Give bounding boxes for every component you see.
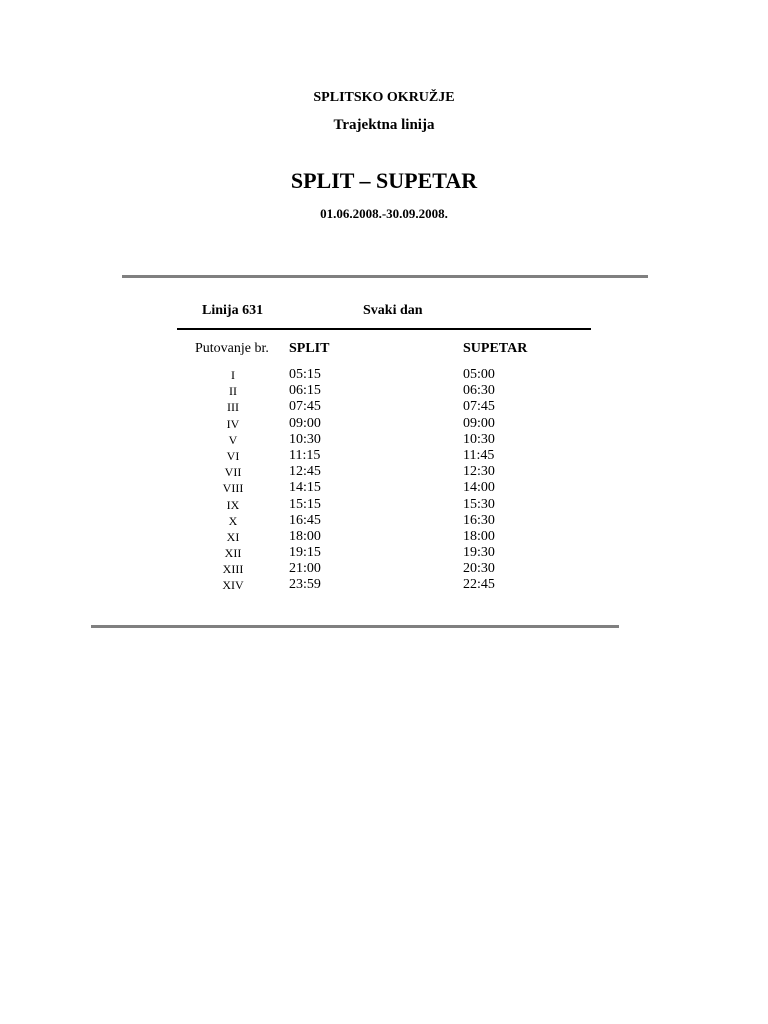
validity-period: 01.06.2008.-30.09.2008. bbox=[320, 206, 448, 221]
table-row bbox=[0, 448, 768, 464]
supetar-departure: 05:00 bbox=[463, 367, 495, 382]
region-title: SPLITSKO OKRUŽJE bbox=[313, 90, 455, 105]
supetar-departure: 12:30 bbox=[463, 464, 495, 480]
table-row bbox=[0, 383, 768, 399]
table-row bbox=[0, 432, 768, 448]
trip-number: XIII bbox=[222, 562, 244, 577]
trip-number: II bbox=[229, 384, 237, 399]
supetar-departure: 06:30 bbox=[463, 383, 495, 399]
supetar-departure: 19:30 bbox=[463, 545, 495, 561]
supetar-departure: 16:30 bbox=[463, 512, 495, 528]
table-row bbox=[0, 497, 768, 513]
bottom-divider bbox=[91, 625, 619, 628]
supetar-departure: 20:30 bbox=[463, 561, 495, 577]
operating-days: Svaki dan bbox=[363, 303, 423, 318]
supetar-departure: 07:45 bbox=[463, 399, 495, 415]
split-departure: 05:15 bbox=[289, 367, 321, 382]
supetar-departure: 18:00 bbox=[463, 528, 495, 544]
split-departure: 15:15 bbox=[289, 496, 321, 512]
split-departure: 10:30 bbox=[289, 431, 321, 447]
split-departure: 23:59 bbox=[289, 577, 321, 593]
supetar-departure: 15:30 bbox=[463, 496, 495, 512]
trip-number: VII bbox=[224, 465, 242, 480]
line-number: Linija 631 bbox=[202, 303, 264, 318]
trip-number: VI bbox=[226, 448, 240, 463]
split-departure: 11:15 bbox=[289, 447, 321, 463]
table-row bbox=[0, 545, 768, 561]
trip-number: III bbox=[227, 400, 239, 415]
table-row bbox=[0, 399, 768, 415]
split-departure: 06:15 bbox=[289, 383, 321, 399]
supetar-departure: 11:45 bbox=[463, 447, 495, 463]
top-divider bbox=[122, 275, 648, 278]
supetar-departure: 14:00 bbox=[463, 480, 495, 496]
table-row bbox=[0, 561, 768, 577]
route-title: SPLIT – SUPETAR bbox=[290, 168, 478, 193]
split-departure: 09:00 bbox=[289, 415, 321, 431]
table-row bbox=[0, 529, 768, 545]
header-rule bbox=[177, 328, 591, 330]
trip-number: XIV bbox=[222, 578, 244, 593]
table-row bbox=[0, 367, 768, 383]
supetar-departure: 10:30 bbox=[463, 431, 495, 447]
split-departure: 18:00 bbox=[289, 528, 321, 544]
column-header-trip: Putovanje br. bbox=[195, 341, 269, 356]
trip-number: IX bbox=[226, 497, 240, 512]
trip-number: XII bbox=[224, 546, 242, 561]
trip-number: V bbox=[228, 432, 238, 447]
table-row bbox=[0, 577, 768, 593]
timetable-rows bbox=[0, 367, 768, 594]
table-row bbox=[0, 480, 768, 496]
trip-number: X bbox=[228, 513, 238, 528]
trip-number: I bbox=[231, 368, 235, 382]
service-type: Trajektna linija bbox=[333, 117, 435, 133]
trip-number: XI bbox=[226, 529, 240, 544]
split-departure: 19:15 bbox=[289, 545, 321, 561]
column-header-split: SPLIT bbox=[289, 341, 330, 356]
table-row bbox=[0, 464, 768, 480]
split-departure: 07:45 bbox=[289, 399, 321, 415]
split-departure: 16:45 bbox=[289, 512, 321, 528]
table-row bbox=[0, 416, 768, 432]
split-departure: 14:15 bbox=[289, 480, 321, 496]
trip-number: VIII bbox=[222, 481, 244, 496]
split-departure: 21:00 bbox=[289, 561, 321, 577]
table-row bbox=[0, 513, 768, 529]
split-departure: 12:45 bbox=[289, 464, 321, 480]
supetar-departure: 22:45 bbox=[463, 577, 495, 593]
column-header-supetar: SUPETAR bbox=[463, 341, 528, 356]
supetar-departure: 09:00 bbox=[463, 415, 495, 431]
trip-number: IV bbox=[226, 416, 240, 431]
